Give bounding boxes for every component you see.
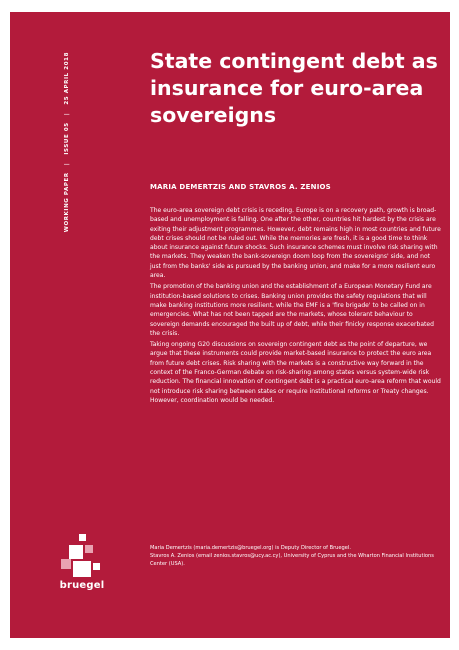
separator: | [64,162,70,165]
series-label: WORKING PAPER [64,172,70,233]
cover-panel [10,12,450,638]
abstract-paragraph: The euro-area sovereign debt crisis is receding. Europe is on a recovery path, growth is broad-based and unemployment is falling. One after the other, countries hit hardest by the crisis are exiting their adjustment programmes. However, debt remains high in most countries and future debt crises should not be ruled out. While the memories are fresh, it is a good time to think about insurance against future shocks. Such insurance schemes must involve risk sharing with the markets. They weaken the bank-sovereign doom loop from the sovereigns' side, and not just from the banks' side as pursued by the banking union, and make for a more resilient euro area. [150,207,441,280]
abstract [150,206,442,407]
author-footnote [150,544,442,568]
issue-label: ISSUE 05 [64,122,70,155]
authors-line: MARIA DEMERTZIS AND STAVROS A. ZENIOS [150,183,331,191]
abstract-paragraph: The promotion of the banking union and the establishment of a European Monetary Fund are institution-based solutions to crises. Banking union provides the safety regulations that will make banking institutions more resilient, while the EMF is a 'fire brigade' to be called on in emergencies. What has not been tapped are the markets, whose tolerant behaviour to sovereign demands encouraged the built up of debt, while their finicky response exacerbated the crisis. [150,283,434,337]
date-label: 25 APRIL 2018 [64,52,70,105]
footnote-line: Maria Demertzis (maria.demertzis@bruegel.org) is Deputy Director of Bruegel. [150,545,351,551]
bruegel-logo [52,532,112,594]
abstract-paragraph: Taking ongoing G20 discussions on sovereign contingent debt as the point of departure, we argue that these instruments could provide market-based insurance to protect the euro area from future debt crises. Risk sharing with the markets is a constructive way forward in the context of the Franco-German debate on risk-sharing among states versus system-wide risk reduction. The financial innovation of contingent debt is a practical euro-area reform that would not introduce risk sharing between states or require institutional reforms or Treaty changes. However, coordination would be needed. [150,341,441,404]
separator: | [64,112,70,115]
series-issue-date-label [64,52,70,232]
page-title: State contingent debt as insurance for euro-area sovereigns [150,49,438,127]
footnote-line: Stavros A. Zenios (email zenios.stavros@ucy.ac.cy), University of Cyprus and the Wharton Financial Institutions Center (USA). [150,553,434,567]
bruegel-squares-icon [52,532,112,578]
logo-wordmark: bruegel [59,580,105,591]
